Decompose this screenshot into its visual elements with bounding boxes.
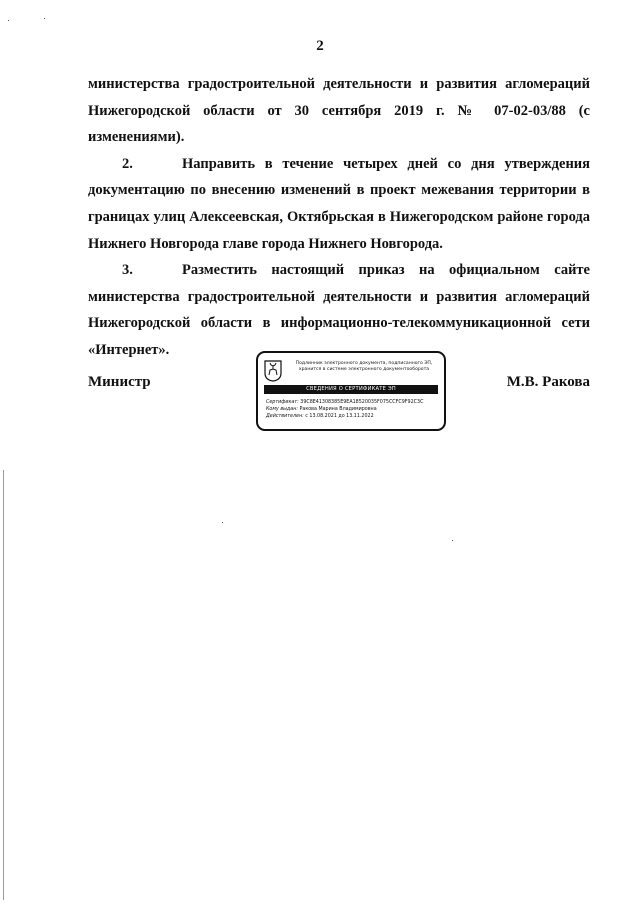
signer-name: М.В. Ракова — [506, 374, 590, 390]
paragraph-text: Направить в течение четырех дней со дня утверждения документацию по внесению изменений в проект межевания территории в границах улиц Алексеевская, Октябрьская в Нижегородском районе города Нижнего Новгорода главе города Нижнего Новгорода. — [88, 155, 590, 252]
scan-edge-line — [3, 470, 4, 900]
valid-label: Действителен: — [266, 414, 304, 419]
scan-speck — [8, 20, 9, 21]
scan-speck — [44, 18, 45, 19]
stamp-title-bar: СВЕДЕНИЯ О СЕРТИФИКАТЕ ЭП — [264, 385, 438, 394]
paragraph-text: Разместить настоящий приказ на официальном сайте министерства градостроительной деятельности и развития агломераций Нижегородской области в информационно-телекоммуникационной сети «Интернет». — [88, 262, 590, 358]
item-number: 2. — [122, 155, 133, 172]
item-number: 3. — [122, 262, 133, 279]
paragraph-continuation — [88, 71, 590, 151]
valid-row — [266, 413, 423, 420]
document-body — [88, 71, 590, 364]
cert-label: Сертификат: — [266, 400, 299, 405]
scan-speck — [452, 540, 453, 541]
stamp-header: Подлинник электронного документа, подписанного ЭП, хранится в системе электронного документооборота — [295, 361, 433, 372]
page-number: 2 — [316, 38, 324, 54]
scan-speck — [222, 522, 223, 523]
electronic-signature-stamp — [256, 351, 446, 431]
paragraph-item-3 — [88, 257, 590, 363]
paragraph-text: министерства градостроительной деятельности и развития агломераций Нижегородской области от 30 сентября 2019 г. № 07-02-03/88 (с изменениями). — [88, 76, 590, 146]
owner-label: Кому выдан: — [266, 407, 298, 412]
owner-value: Ракова Марина Владимировна — [299, 407, 377, 412]
cert-row — [266, 399, 423, 406]
owner-row — [266, 406, 423, 413]
valid-value: с 13.08.2021 до 13.11.2022 — [305, 414, 374, 419]
signer-position: Министр — [88, 374, 151, 390]
stamp-info — [266, 399, 423, 420]
deer-emblem-icon — [264, 360, 282, 382]
cert-value: 39C8E41308385E9EA18520035F075CCFC9F92C3C — [300, 400, 424, 405]
paragraph-item-2 — [88, 151, 590, 257]
